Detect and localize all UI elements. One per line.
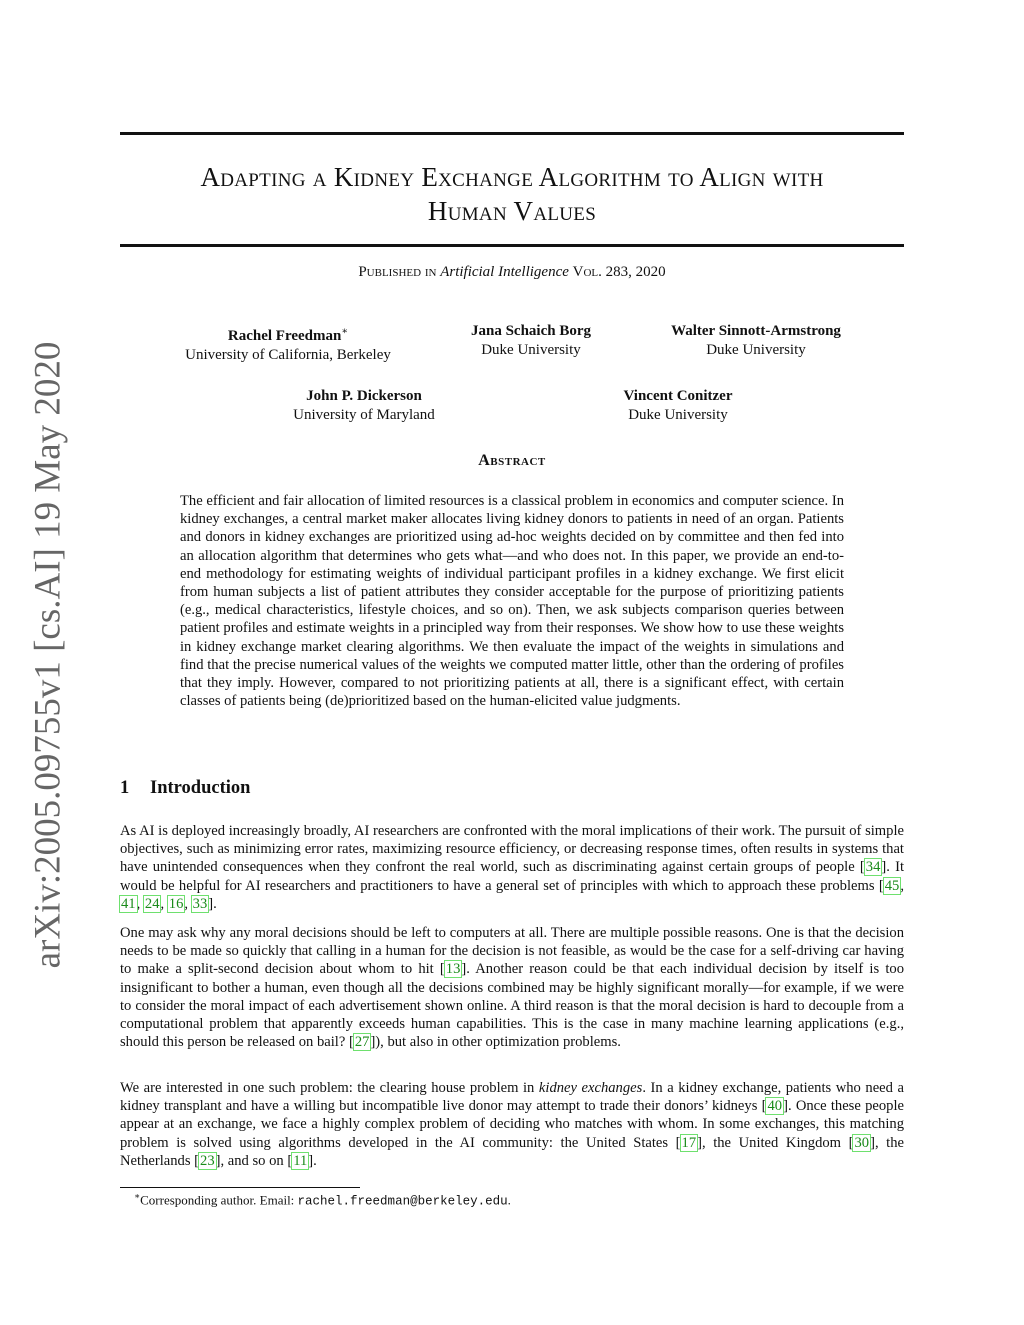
- footnote-email[interactable]: rachel.freedman@berkeley.edu: [297, 1194, 508, 1209]
- author-footnote-mark: ∗: [341, 326, 349, 337]
- section-title: Introduction: [150, 778, 251, 798]
- author-block: [264, 387, 464, 425]
- abstract-text: The efficient and fair allocation of limited resources is a classical problem in economics and computer science. In kidney exchanges, a central market maker allocates living kidney donors to patients in need of an organ. Patients and donors in kidney exchanges are prioritized using ad-hoc weights decided on by committee and then fed into an allocation algorithm that determines who gets what—and who does not. In this paper, we provide an end-to-end methodology for estimating weights of individual participant profiles in a kidney exchange. We first elicit from human subjects a list of patient attributes they consider acceptable for the purpose of prioritizing patients (e.g., medical characteristics, lifestyle choices, and so on). Then, we ask subjects comparison queries between patient profiles and estimate weights in a principled way from their responses. We show how to use these weights in kidney exchange market clearing algorithms. We then evaluate the impact of the weights in simulations and find that the precise numerical values of the weights we computed matter little, other than the ordering of profiles that they imply. However, compared to not prioritizing patients at all, there is a significant effect, with certain classes of patients being (de)prioritized based on the human-elicited value judgments.: [180, 493, 844, 710]
- paragraph-text: ], the United Kingdom [: [697, 1134, 854, 1151]
- citation-link[interactable]: 13: [445, 961, 461, 978]
- arxiv-stamp-text: arXiv:2005.09755v1 [cs.AI] 19 May 2020: [27, 341, 69, 969]
- title-bottom-rule: [120, 244, 904, 247]
- author-name: Walter Sinnott-Armstrong: [671, 323, 841, 339]
- abstract-heading: Abstract: [478, 452, 546, 469]
- citation-link[interactable]: 30: [854, 1134, 870, 1151]
- author-block: [646, 322, 866, 360]
- paragraph-text: We are interested in one such problem: the clearing house problem in: [120, 1080, 539, 1096]
- author-affiliation: Duke University: [628, 407, 728, 423]
- paper-title: [120, 160, 904, 228]
- paragraph-text: One may ask why any moral decisions should be left to computers at all. There are multiple possible reasons. One is that the decision needs to be made so quickly that calling in a human for the decision is not feasible, as would be the case for a self-driving car having to make a split-second decision about whom to hit [: [120, 925, 904, 978]
- citation-link[interactable]: 27: [354, 1034, 370, 1051]
- paragraph-text: ]. Another reason could be that each individual decision by itself is too insignificant to bother a human, even though all the decisions combined may be highly significant morally—for example, if we were to consider the moral impact of each advertisement shown online. A third reason is that the moral decision is hard to decouple from a computational problem that apparently exceeds human capabilities. This is the case in many machine learning applications (e.g., should this person be released on bail? [: [120, 961, 904, 1051]
- title-line-2: Human Values: [427, 196, 597, 226]
- title-top-rule: [120, 132, 904, 135]
- citation-link[interactable]: 24: [144, 895, 160, 912]
- title-line-1: Adapting a Kidney Exchange Algorithm to Align with: [200, 162, 824, 192]
- citation-separator: ,: [900, 877, 904, 894]
- author-name: John P. Dickerson: [306, 388, 422, 404]
- paragraph-text: ]. Once these people appear at an exchange, we face a highly complex problem of deciding who matches with whom. In some exchanges, this matching problem is solved using algorithms developed in the AI community: the United States [: [120, 1098, 904, 1151]
- journal-volume: Vol. 283, 2020: [572, 264, 666, 280]
- paragraph-text: ]. It would be helpful for AI researchers and practitioners to have a general set of principles with which to approach these problems [: [120, 859, 904, 894]
- author-name: Jana Schaich Borg: [470, 323, 591, 339]
- intro-paragraph-2: [120, 924, 904, 1051]
- published-prefix: Published in: [358, 264, 437, 280]
- section-number: 1: [120, 778, 130, 798]
- citation-link[interactable]: 11: [293, 1152, 308, 1169]
- intro-paragraph-3: [120, 1079, 904, 1170]
- author-block: [431, 322, 631, 360]
- paragraph-text: ].: [208, 895, 217, 912]
- citation-link[interactable]: 34: [865, 859, 881, 876]
- paragraph-text: As AI is deployed increasingly broadly, AI researchers are confronted with the moral implications of their work. The pursuit of simple objectives, such as minimizing error rates, maximizing resource efficiency, or decreasing response times, often results in systems that have unintended consequences when they confront the real world, such as discriminating against certain groups of people [: [120, 823, 904, 876]
- author-name: Rachel Freedman: [227, 328, 342, 344]
- footnote-rule: [120, 1187, 360, 1188]
- author-block: [168, 322, 408, 365]
- paragraph-text: . In a kidney exchange, patients who need a kidney transplant and have a willing but incompatible live donor may attempt to trade their donors’ kidneys [: [120, 1080, 904, 1115]
- author-affiliation: University of Maryland: [293, 407, 435, 423]
- citation-link[interactable]: 17: [681, 1134, 697, 1151]
- author-affiliation: Duke University: [706, 342, 806, 358]
- citation-separator: ,: [136, 895, 144, 912]
- citation-separator: ,: [160, 895, 168, 912]
- footnote-mark: ∗: [134, 1191, 141, 1201]
- paragraph-text: ]), but also in other optimization problems.: [370, 1034, 621, 1051]
- emphasis-text: kidney exchanges: [538, 1080, 643, 1096]
- paragraph-text: ].: [308, 1152, 317, 1169]
- citation-link[interactable]: 16: [168, 895, 184, 912]
- citation-link[interactable]: 41: [121, 895, 136, 912]
- paragraph-text: ], the Netherlands [: [120, 1134, 904, 1169]
- section-heading: [120, 778, 250, 799]
- intro-paragraph-1: [120, 822, 904, 913]
- citation-link[interactable]: 33: [192, 895, 208, 912]
- footnote: [134, 1191, 511, 1208]
- author-affiliation: University of California, Berkeley: [185, 347, 391, 363]
- journal-name: Artificial Intelligence: [440, 264, 569, 280]
- footnote-end: .: [507, 1192, 511, 1208]
- author-name: Vincent Conitzer: [623, 388, 733, 404]
- paragraph-text: ], and so on [: [215, 1152, 293, 1169]
- published-line: [120, 264, 904, 281]
- citation-link[interactable]: 23: [200, 1152, 215, 1169]
- author-affiliation: Duke University: [481, 342, 581, 358]
- citation-link[interactable]: 45: [884, 877, 900, 894]
- author-block: [578, 387, 778, 425]
- citation-separator: ,: [184, 895, 192, 912]
- citation-link[interactable]: 40: [767, 1098, 783, 1115]
- footnote-text: Corresponding author. Email:: [140, 1192, 298, 1208]
